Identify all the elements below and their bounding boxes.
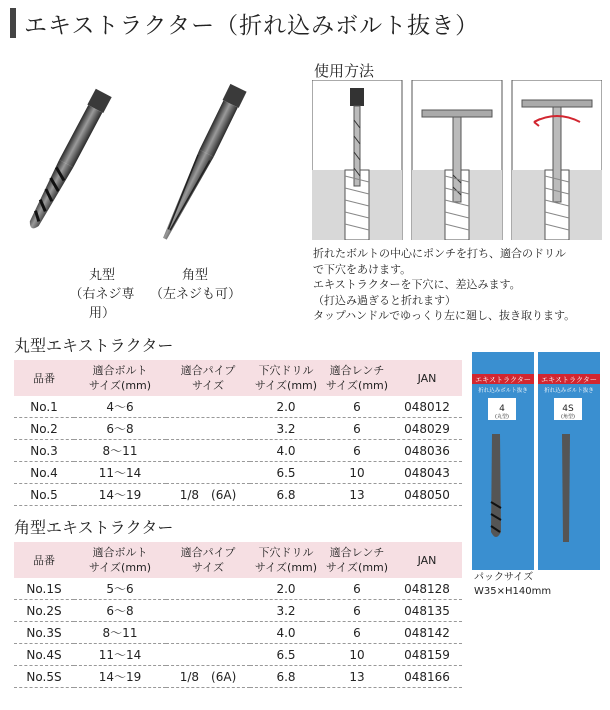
package-size-value: W35×H140mm — [474, 586, 552, 597]
round-extractor-label — [62, 266, 142, 323]
table-cell — [166, 644, 250, 666]
table-cell: 1/8 (6A) — [166, 484, 250, 506]
table-cell: 5〜6 — [74, 578, 166, 600]
square-section-title: 角型エキストラクター — [14, 518, 174, 537]
page-title-row — [10, 6, 479, 40]
square-extractor-image — [157, 84, 247, 243]
table-cell: 6 — [322, 578, 392, 600]
table-cell: No.1S — [14, 578, 74, 600]
usage-line: エキストラクターを下穴に、差込みます。 — [313, 278, 521, 291]
title-accent-bar — [10, 8, 16, 38]
usage-step-3-panel — [512, 80, 602, 240]
table-cell: No.3S — [14, 622, 74, 644]
usage-step-2-panel — [412, 80, 502, 240]
table-cell: 11〜14 — [74, 462, 166, 484]
table-cell: 8〜11 — [74, 440, 166, 462]
table-cell: 048050 — [392, 484, 462, 506]
col-header-jan: JAN — [392, 542, 462, 578]
table-row — [14, 600, 462, 622]
table-header-row — [14, 360, 462, 396]
usage-line: で下穴をあけます。 — [313, 262, 412, 276]
table-cell: 048159 — [392, 644, 462, 666]
table-cell — [166, 462, 250, 484]
table-cell: 14〜19 — [74, 484, 166, 506]
table-cell: 4〜6 — [74, 396, 166, 418]
package-illustration — [470, 352, 602, 570]
table-cell: 048029 — [392, 418, 462, 440]
table-cell: No.3 — [14, 440, 74, 462]
col-header-bolt: 適合ボルト サイズ(mm) — [74, 360, 166, 396]
table-cell: No.5 — [14, 484, 74, 506]
table-cell: 048166 — [392, 666, 462, 688]
table-row — [14, 396, 462, 418]
package-size: 4S — [562, 404, 574, 414]
table-cell: 048128 — [392, 578, 462, 600]
table-cell — [166, 396, 250, 418]
table-cell: 048135 — [392, 600, 462, 622]
table-row — [14, 666, 462, 688]
round-extractor-name: 丸型 — [88, 268, 115, 283]
col-header-wrench: 適合レンチ サイズ(mm) — [322, 542, 392, 578]
table-cell: 6 — [322, 418, 392, 440]
package-label: エキストラクター — [475, 376, 531, 384]
package-size: 4 — [499, 404, 505, 414]
usage-instructions — [313, 246, 603, 324]
package-type: (丸型) — [495, 414, 509, 420]
usage-line: （打込み過ぎると折れます） — [313, 293, 456, 307]
col-header-wrench: 適合レンチ サイズ(mm) — [322, 360, 392, 396]
round-section-title: 丸型エキストラクター — [14, 336, 174, 355]
table-cell — [166, 600, 250, 622]
table-cell: 8〜11 — [74, 622, 166, 644]
table-cell — [166, 578, 250, 600]
table-cell: 11〜14 — [74, 644, 166, 666]
package-caption — [474, 571, 604, 599]
table-cell: 048036 — [392, 440, 462, 462]
table-cell: 6.8 — [250, 666, 322, 688]
table-cell: 048043 — [392, 462, 462, 484]
table-cell: 10 — [322, 644, 392, 666]
table-cell: 6 — [322, 622, 392, 644]
col-header-drill: 下穴ドリル サイズ(mm) — [250, 360, 322, 396]
round-extractor-image — [24, 89, 112, 233]
table-row — [14, 462, 462, 484]
table-cell: 6 — [322, 600, 392, 622]
package-square-card — [538, 352, 600, 570]
table-cell: 13 — [322, 484, 392, 506]
table-cell: 4.0 — [250, 440, 322, 462]
col-header-no: 品番 — [14, 360, 74, 396]
col-header-pipe: 適合パイプ サイズ — [166, 360, 250, 396]
table-cell: 6〜8 — [74, 600, 166, 622]
table-cell: 13 — [322, 666, 392, 688]
col-header-pipe: 適合パイプ サイズ — [166, 542, 250, 578]
table-cell: 2.0 — [250, 578, 322, 600]
table-cell: 6.5 — [250, 462, 322, 484]
table-row — [14, 578, 462, 600]
table-row — [14, 418, 462, 440]
package-label: エキストラクター — [541, 376, 597, 384]
table-cell — [166, 622, 250, 644]
square-extractor-note: （左ネジも可） — [150, 287, 242, 302]
usage-line: タップハンドルでゆっくり左に廻し、抜き取ります。 — [313, 309, 576, 322]
table-cell: 10 — [322, 462, 392, 484]
square-extractor-name: 角型 — [181, 268, 208, 283]
col-header-bolt: 適合ボルト サイズ(mm) — [74, 542, 166, 578]
table-row — [14, 622, 462, 644]
col-header-jan: JAN — [392, 360, 462, 396]
table-cell: 6.8 — [250, 484, 322, 506]
table-cell: No.4S — [14, 644, 74, 666]
table-cell: 6.5 — [250, 644, 322, 666]
package-size-label: パックサイズ — [474, 572, 534, 583]
square-spec-table — [14, 542, 462, 688]
package-sublabel: 折れ込みボルト抜き — [544, 388, 594, 394]
table-cell: No.4 — [14, 462, 74, 484]
table-row — [14, 440, 462, 462]
table-header-row — [14, 542, 462, 578]
table-cell: No.2S — [14, 600, 74, 622]
table-cell: No.1 — [14, 396, 74, 418]
usage-diagram — [312, 80, 602, 240]
table-cell: 14〜19 — [74, 666, 166, 688]
package-sublabel: 折れ込みボルト抜き — [478, 388, 528, 394]
col-header-no: 品番 — [14, 542, 74, 578]
table-cell: 048142 — [392, 622, 462, 644]
table-row — [14, 484, 462, 506]
package-type: (角型) — [561, 414, 575, 420]
table-row — [14, 644, 462, 666]
table-cell: 1/8 (6A) — [166, 666, 250, 688]
page-title: エキストラクター（折れ込みボルト抜き） — [24, 12, 480, 39]
round-spec-table — [14, 360, 462, 506]
col-header-drill: 下穴ドリル サイズ(mm) — [250, 542, 322, 578]
table-cell — [166, 418, 250, 440]
usage-step-1-panel — [312, 80, 402, 240]
round-extractor-note: （右ネジ専用） — [69, 287, 135, 321]
table-cell: 3.2 — [250, 600, 322, 622]
table-cell: 2.0 — [250, 396, 322, 418]
package-round-card — [472, 352, 534, 570]
table-cell — [166, 440, 250, 462]
extractor-illustration — [20, 80, 290, 260]
table-cell: 6〜8 — [74, 418, 166, 440]
table-cell: 6 — [322, 440, 392, 462]
usage-line: 折れたボルトの中心にポンチを打ち、適合のドリル — [313, 247, 566, 260]
table-cell: 3.2 — [250, 418, 322, 440]
table-cell: No.5S — [14, 666, 74, 688]
table-cell: 6 — [322, 396, 392, 418]
table-cell: No.2 — [14, 418, 74, 440]
table-cell: 048012 — [392, 396, 462, 418]
usage-title: 使用方法 — [314, 62, 375, 80]
table-cell: 4.0 — [250, 622, 322, 644]
square-extractor-label — [150, 266, 240, 304]
